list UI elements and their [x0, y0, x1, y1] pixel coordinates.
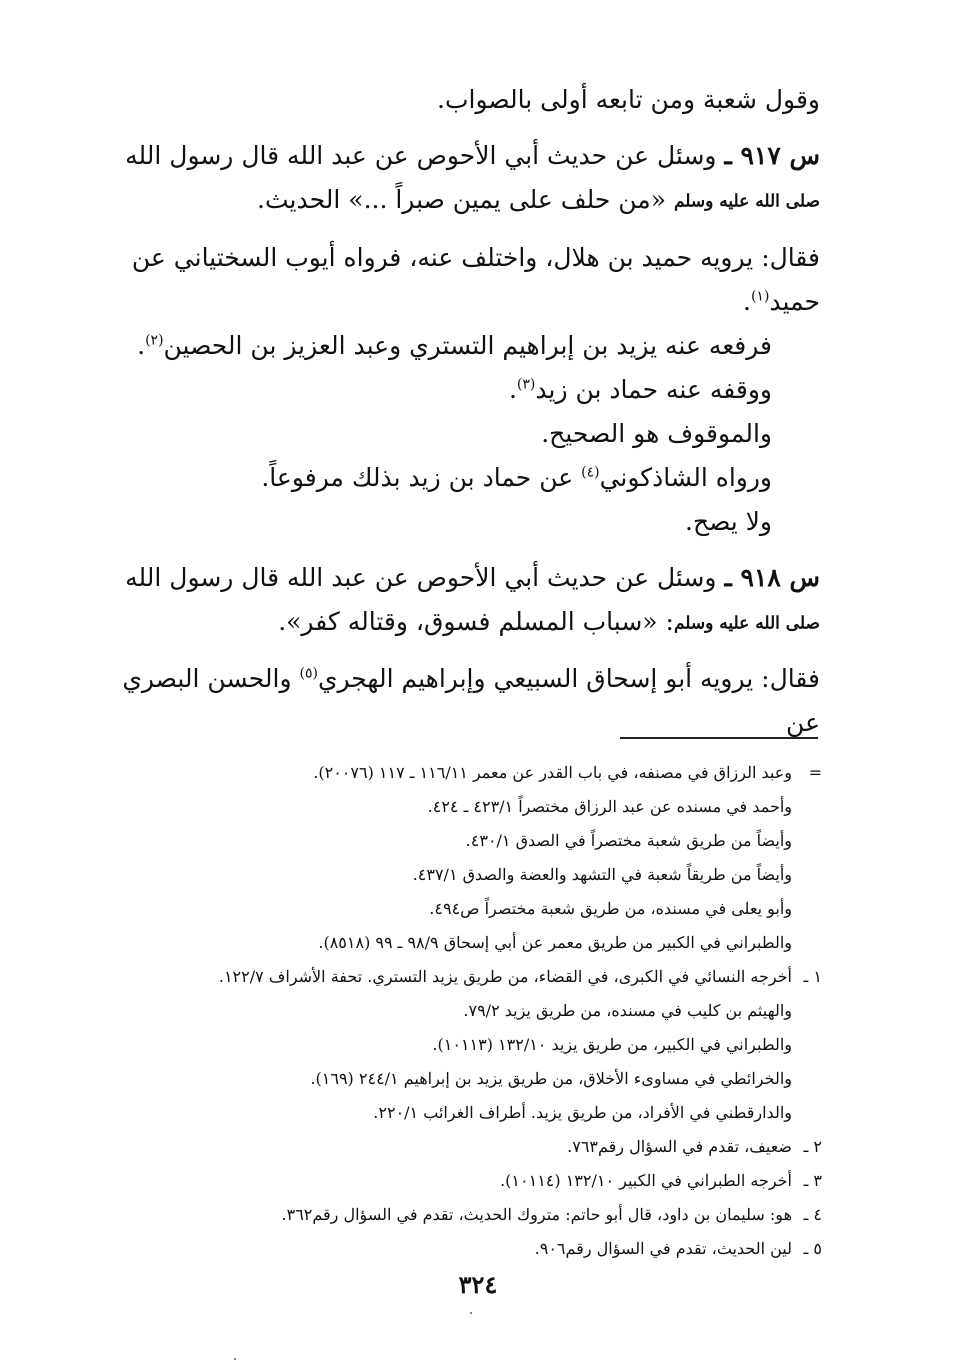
footnote-marker: ٤ ـ [803, 1205, 822, 1224]
footnote-text: أخرجه النسائي في الكبرى، في القضاء، من طريق يزيد التستري. تحفة الأشراف ١٢٢/٧. [218, 967, 792, 986]
salla-glyph: صلى الله عليه وسلم [673, 613, 820, 633]
footnote-line [150, 756, 822, 790]
question-917: س ٩١٧ ـ وسئل عن حديث أبي الأحوص عن عبد الله قال رسول الله صلى الله عليه وسلم «من حلف على يمين صبراً ...» الحديث. [125, 141, 820, 214]
footnote-line [150, 824, 822, 858]
question-918: س ٩١٨ ـ وسئل عن حديث أبي الأحوص عن عبد الله قال رسول الله صلى الله عليه وسلم: «سباب المسلم فسوق، وقتاله كفر». [125, 562, 820, 636]
footnote-text: وأيضاً من طريق شعبة مختصراً في الصدق ٤٣٠/١. [465, 831, 792, 850]
footnote-text: لين الحديث، تقدم في السؤال رقم٩٠٦. [534, 1239, 792, 1258]
footnote-divider [620, 737, 818, 739]
footnote-line [150, 1164, 822, 1198]
footnote-text: وأحمد في مسنده عن عبد الرزاق مختصراً ٤٢٣/١ ـ ٤٢٤. [427, 797, 792, 816]
footnote-line [150, 994, 822, 1028]
footnote-line [150, 1198, 822, 1232]
question-number: س ٩١٧ ـ [724, 141, 820, 170]
paragraph-shuba-conclusion: وقول شعبة ومن تابعه أولى بالصواب. [437, 85, 820, 114]
question-number: س ٩١٨ ـ [724, 562, 820, 592]
footnotes-block [150, 756, 822, 1266]
footnote-ref-2: (٢) [145, 332, 164, 349]
footnote-line [150, 1232, 822, 1266]
footnote-line [150, 858, 822, 892]
page-number: ٣٢٤ [458, 1270, 498, 1299]
footnote-line [150, 926, 822, 960]
scan-speck [470, 1312, 472, 1314]
footnote-ref-5: (٥) [299, 665, 318, 682]
footnote-text: هو: سليمان بن داود، قال أبو حاتم: متروك الحديث، تقدم في السؤال رقم٣٦٢. [281, 1205, 792, 1224]
footnote-ref-4: (٤) [581, 464, 600, 481]
footnote-line [150, 1028, 822, 1062]
footnote-ref-3: (٣) [516, 376, 536, 393]
footnote-marker: ٥ ـ [803, 1239, 822, 1258]
footnote-marker: = [808, 763, 822, 782]
footnote-line [150, 1130, 822, 1164]
answer-918: فقال: يرويه أبو إسحاق السبيعي وإبراهيم الهجري$^{(٥)}$ والحسن البصري عن [122, 664, 820, 737]
line-stopped: ووقفه عنه حماد بن زيد$^{(٣)}$. [508, 374, 772, 404]
footnote-line [150, 1062, 822, 1096]
footnote-ref-1: (١) [750, 288, 770, 305]
footnote-line [150, 1096, 822, 1130]
salla-glyph: صلى الله عليه وسلم [673, 191, 820, 212]
footnote-marker: ٣ ـ [803, 1171, 822, 1190]
footnote-text: وأبو يعلى في مسنده، من طريق شعبة مختصراً ص٤٩٤. [429, 899, 792, 918]
footnote-marker: ٢ ـ [803, 1137, 822, 1156]
footnote-text: ضعيف، تقدم في السؤال رقم٧٦٣. [567, 1137, 792, 1156]
footnote-line [150, 790, 822, 824]
footnote-line [150, 960, 822, 994]
scan-speck [234, 1358, 236, 1360]
line-correct: والموقوف هو الصحيح. [541, 418, 772, 448]
answer-917: فقال: يرويه حميد بن هلال، واختلف عنه، فرواه أيوب السختياني عن حميد$^{(١)}$. [131, 242, 820, 316]
footnote-text: وعبد الرزاق في مصنفه، في باب القدر عن معمر ١١٦/١١ ـ ١١٧ (٢٠٠٧٦). [313, 763, 792, 782]
footnote-text: وأيضاً من طريقاً شعبة في التشهد والعضة والصدق ٤٣٧/١. [412, 865, 792, 884]
footnote-text: والطبراني في الكبير من طريق معمر عن أبي إسحاق ٩٨/٩ ـ ٩٩ (٨٥١٨). [318, 933, 792, 952]
footnote-text: والدارقطني في الأفراد، من طريق يزيد. أطراف الغرائب ٢٢٠/١. [373, 1103, 792, 1122]
footnote-line [150, 892, 822, 926]
footnote-text: والهيثم بن كليب في مسنده، من طريق يزيد ٧٩/٢. [463, 1001, 792, 1020]
footnote-text: أخرجه الطبراني في الكبير ١٣٢/١٠ (١٠١١٤). [500, 1171, 792, 1190]
line-not-sound: ولا يصح. [685, 506, 772, 536]
main-text-block [100, 78, 820, 745]
line-shadhakuni: ورواه الشاذكوني$^{(٤)}$ عن حماد بن زيد بذلك مرفوعاً. [261, 462, 772, 492]
footnote-marker: ١ ـ [803, 967, 822, 986]
line-raised: فرفعه عنه يزيد بن إبراهيم التستري وعبد العزيز بن الحصين$^{(٢)}$. [137, 330, 772, 360]
footnote-text: والخرائطي في مساوىء الأخلاق، من طريق يزيد بن إبراهيم ٢٤٤/١ (١٦٩). [310, 1069, 792, 1088]
footnote-text: والطبراني في الكبير، من طريق يزيد ١٣٢/١٠ (١٠١١٣). [432, 1035, 792, 1054]
